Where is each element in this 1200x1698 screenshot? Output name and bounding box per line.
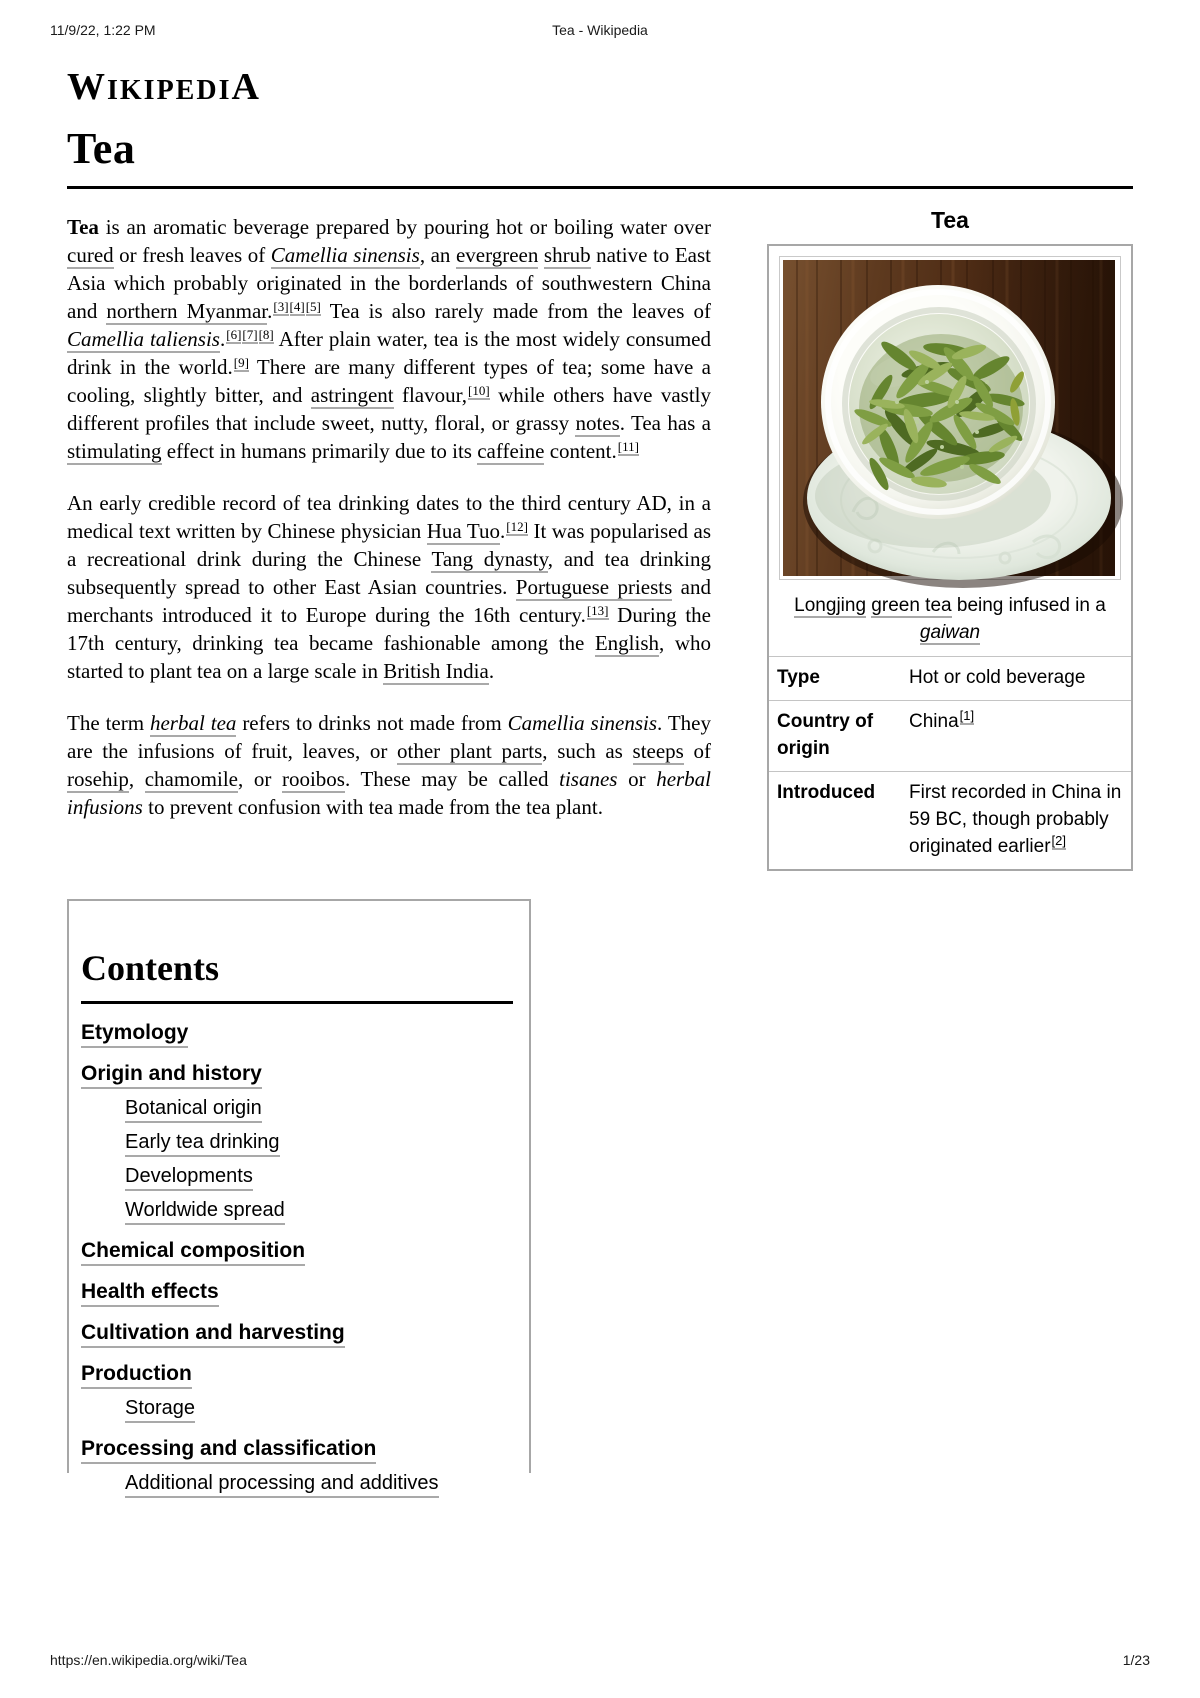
toc-link[interactable]: Additional processing and additives [125, 1472, 439, 1498]
print-page-indicator: 1/23 [1122, 1652, 1150, 1668]
toc-item-early-tea-drinking [125, 1130, 513, 1154]
row-label: Country of origin [777, 711, 874, 760]
reference-link[interactable]: [3] [273, 299, 289, 315]
inline-link[interactable]: gaiwan [919, 622, 981, 644]
toc-item-processing-and-classification [81, 1437, 513, 1461]
inline-link[interactable]: astringent [310, 383, 394, 408]
inline-link[interactable]: British India [383, 659, 489, 684]
article-main [67, 0, 1133, 1494]
toc-link[interactable]: Worldwide spread [125, 1199, 285, 1225]
print-doc-title: Tea - Wikipedia [552, 22, 648, 38]
toc-item-botanical-origin [125, 1096, 513, 1120]
toc-item-developments [125, 1164, 513, 1188]
inline-link[interactable]: evergreen [455, 243, 539, 268]
toc-item-health-effects [81, 1280, 513, 1304]
inline-link[interactable]: other plant parts [397, 739, 543, 764]
toc-item-etymology [81, 1021, 513, 1045]
toc-link[interactable]: Developments [125, 1165, 253, 1191]
inline-link[interactable]: herbal tea [149, 711, 237, 736]
reference-link[interactable]: [13] [586, 603, 609, 619]
toc-item-chemical-composition [81, 1239, 513, 1263]
inline-link[interactable]: northern Myanmar [106, 299, 268, 324]
wikipedia-logo [67, 68, 1133, 106]
inline-link[interactable]: steeps [632, 739, 684, 764]
toc-link[interactable]: Production [81, 1362, 192, 1389]
toc-link[interactable]: Storage [125, 1397, 195, 1423]
toc-link[interactable]: Early tea drinking [125, 1131, 280, 1157]
toc-item-cultivation-and-harvesting [81, 1321, 513, 1345]
inline-link[interactable]: Longjing [794, 595, 867, 617]
row-value: China[1] [909, 708, 975, 733]
infobox-rows [769, 656, 1131, 869]
toc-link[interactable]: Chemical composition [81, 1239, 305, 1266]
toc-link[interactable]: Etymology [81, 1021, 188, 1048]
reference-link[interactable]: [12] [506, 519, 528, 535]
inline-link[interactable]: stimulating [67, 439, 162, 464]
paragraph-history: An early credible record of tea drinking dates to the third century AD, in a medical text written by Chinese physician Hua Tuo.[12] It was popularised as a recreational drink during the Chinese Tang dynasty, and tea drinking subsequently spread to other East Asian countries. Portuguese priests and merchants introduced it to Europe during the 16th century.[13] During the 17th century, drinking tea became fashionable among the English, who started to plant tea on a large scale in British India. [67, 491, 711, 684]
toc-link[interactable]: Health effects [81, 1280, 219, 1307]
infobox-row-country-of-origin [769, 701, 1131, 772]
infobox-table [767, 244, 1133, 871]
print-footer [50, 1652, 1150, 1668]
toc-link[interactable]: Origin and history [81, 1062, 262, 1089]
toc-link[interactable]: Botanical origin [125, 1097, 262, 1123]
reference-link[interactable]: [7] [242, 327, 258, 343]
row-label: Introduced [777, 782, 876, 804]
reference-link[interactable]: [10] [468, 383, 490, 399]
reference-link[interactable]: [2] [1051, 833, 1066, 849]
infobox-row-type [769, 657, 1131, 701]
table-of-contents [67, 899, 531, 1494]
paragraph-herbal-tea: The term herbal tea refers to drinks not made from Camellia sinensis. They are the infusions of fruit, leaves, or other plant parts, such as steeps of rosehip, chamomile, or rooibos. These may be called tisanes or herbal infusions to prevent confusion with tea made from the tea plant. [67, 711, 712, 820]
toc-item-worldwide-spread [125, 1198, 513, 1222]
paragraph-lead: Tea is an aromatic beverage prepared by pouring hot or boiling water over cured or fresh leaves of Camellia sinensis, an evergreen shrub native to East Asia which probably originated in the borderlands of southwestern China and northern Myanmar.[3][4][5] Tea is also rarely made from the leaves of Camellia taliensis.[6][7][8] After plain water, tea is the most widely consumed drink in the world.[9] There are many different types of tea; some have a cooling, slightly bitter, and astringent flavour,[10] while others have vastly different profiles that include sweet, nutty, floral, or grassy notes. Tea has a stimulating effect in humans primarily due to its caffeine content.[11] [67, 215, 712, 464]
toc-item-production [81, 1362, 513, 1386]
inline-link[interactable]: Tang dynasty [431, 547, 548, 572]
row-value: First recorded in China in 59 BC, though probably originated earlier[2] [909, 782, 1122, 858]
print-url: https://en.wikipedia.org/wiki/Tea [50, 1652, 247, 1668]
infobox-row-introduced [769, 772, 1131, 870]
inline-link[interactable]: green tea [871, 595, 952, 617]
reference-link[interactable]: [11] [617, 439, 639, 455]
inline-link[interactable]: cured [67, 243, 114, 268]
page-title: Tea [67, 126, 1133, 189]
reference-link[interactable]: [5] [305, 299, 321, 315]
row-label: Type [777, 667, 820, 689]
logo-letter-last: A [231, 66, 261, 108]
image-caption: Longjing green tea being infused in a gaiwan [794, 595, 1106, 644]
reference-link[interactable]: [4] [289, 299, 305, 315]
inline-link[interactable]: chamomile [144, 767, 238, 792]
inline-link[interactable]: notes [575, 411, 620, 436]
reference-link[interactable]: [6] [226, 327, 242, 343]
inline-link[interactable]: Camellia taliensis [67, 327, 220, 352]
infobox [767, 203, 1133, 871]
inline-link[interactable]: Hua Tuo [426, 519, 500, 544]
inline-link[interactable]: shrub [543, 243, 591, 268]
print-timestamp: 11/9/22, 1:22 PM [50, 22, 156, 38]
toc-link[interactable]: Processing and classification [81, 1437, 376, 1464]
logo-letters-middle: IKIPEDI [107, 75, 232, 106]
inline-link[interactable]: English [594, 631, 660, 656]
inline-link[interactable]: Camellia sinensis [270, 243, 420, 268]
toc-link[interactable]: Cultivation and harvesting [81, 1321, 345, 1348]
article-image-frame [779, 256, 1121, 580]
inline-link[interactable]: rooibos [281, 767, 345, 792]
infobox-title: Tea [931, 207, 969, 234]
toc-item-storage [125, 1396, 513, 1420]
reference-link[interactable]: [9] [233, 355, 249, 371]
row-value: Hot or cold beverage [909, 667, 1086, 689]
reference-link[interactable]: [8] [258, 327, 274, 343]
tea-photo [783, 260, 1115, 576]
toc-heading: Contents [81, 949, 513, 1004]
inline-link[interactable]: rosehip [67, 767, 129, 792]
reference-link[interactable]: [1] [959, 708, 975, 724]
inline-link[interactable]: Portuguese priests [515, 575, 673, 600]
logo-letter-first: W [67, 66, 107, 108]
inline-link[interactable]: caffeine [477, 439, 545, 464]
toc-item-origin-and-history [81, 1062, 513, 1086]
toc-item-additional-processing-and-additives [125, 1471, 513, 1495]
